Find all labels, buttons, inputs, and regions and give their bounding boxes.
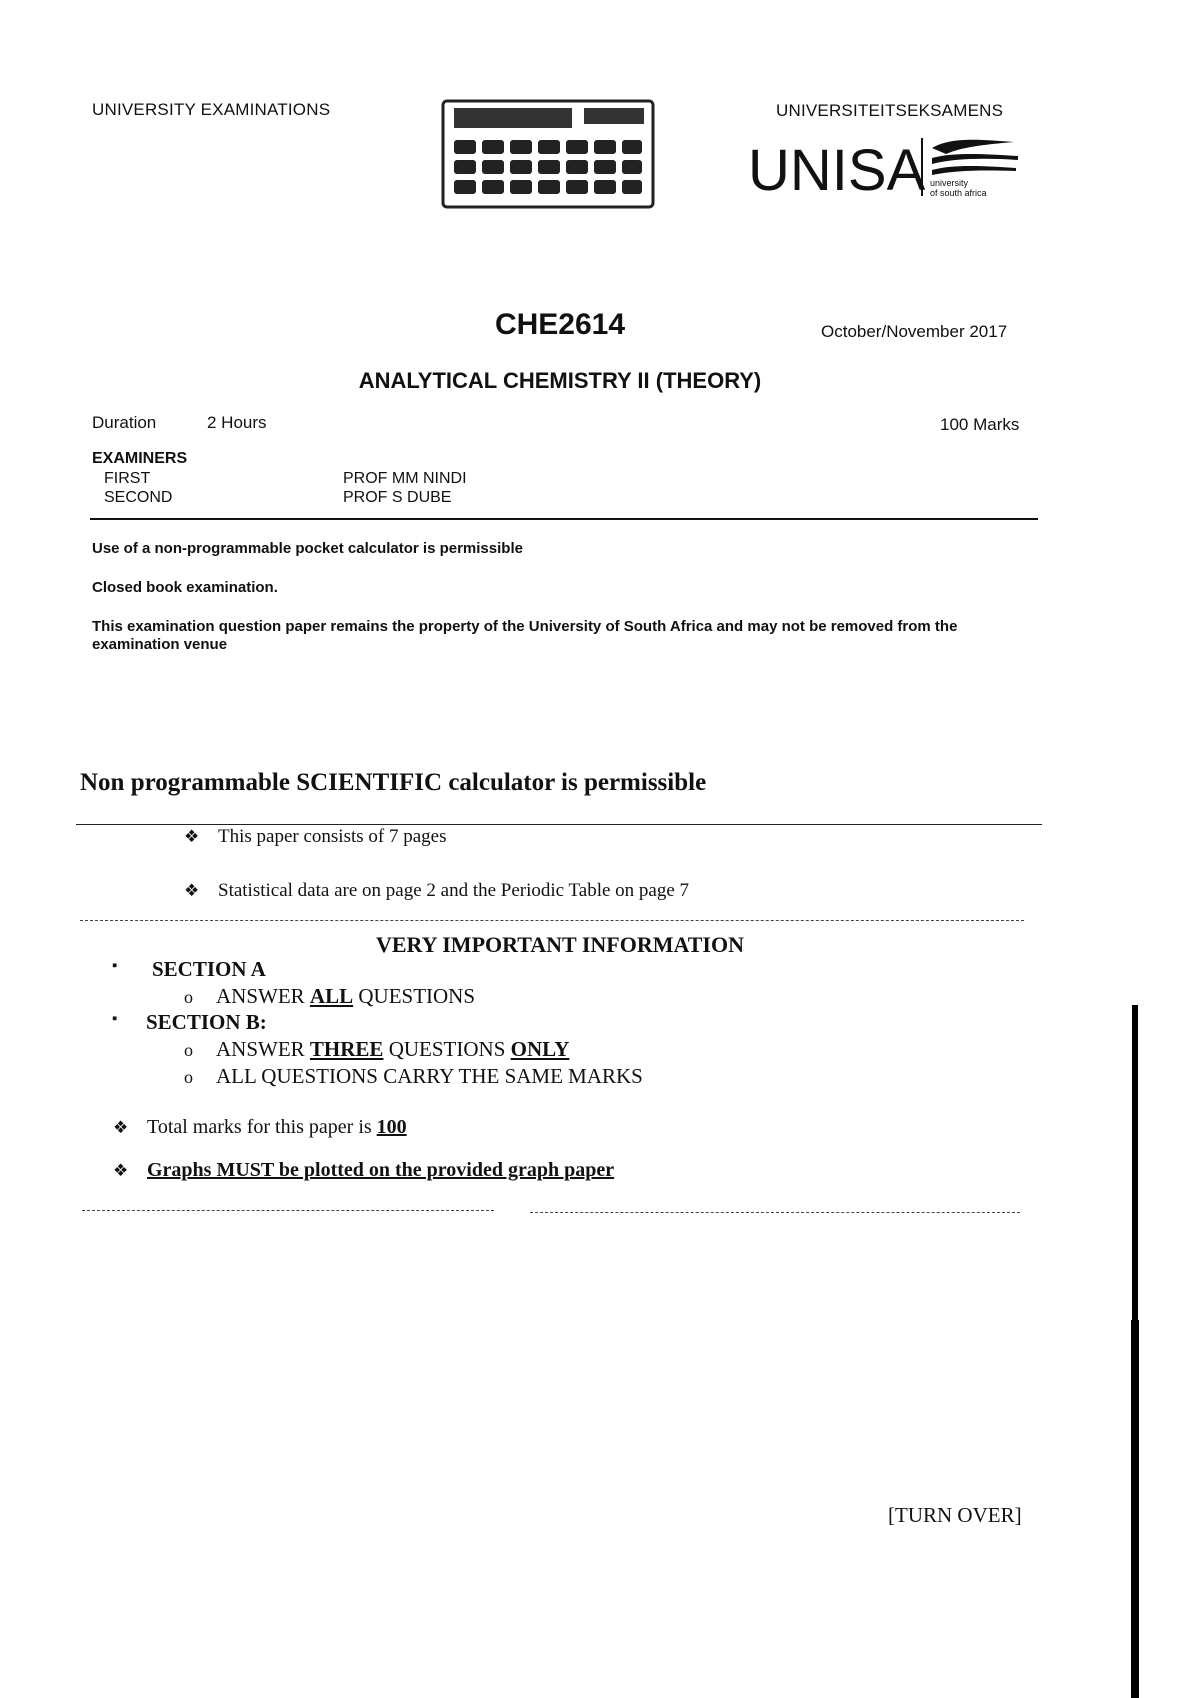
square-bullet-icon: ▪ — [112, 1011, 118, 1027]
duration-value: 2 Hours — [207, 413, 267, 432]
important-heading: VERY IMPORTANT INFORMATION — [376, 932, 744, 957]
dashed-divider — [530, 1212, 1020, 1213]
total-marks-header: 100 Marks — [940, 415, 1020, 434]
list-item: ❖ This paper consists of 7 pages — [184, 826, 447, 847]
first-examiner-label: FIRST — [104, 470, 151, 487]
first-examiner-name: PROF MM NINDI — [343, 470, 467, 487]
total-marks-note: ❖ Total marks for this paper is 100 — [113, 1116, 407, 1138]
section-b-instruction: o ANSWER THREE QUESTIONS ONLY — [184, 1037, 570, 1061]
list-item: ❖ Statistical data are on page 2 and the Periodic Table on page 7 — [184, 880, 690, 901]
circle-bullet-icon: o — [184, 1067, 193, 1087]
scan-edge-bar — [1131, 1320, 1139, 1698]
svg-text:university: university — [930, 178, 969, 188]
unisa-logo — [748, 132, 1024, 204]
header-left-text: UNIVERSITY EXAMINATIONS — [92, 100, 331, 119]
exam-session: October/November 2017 — [821, 322, 1008, 341]
section-b-marks-note: o ALL QUESTIONS CARRY THE SAME MARKS — [184, 1064, 643, 1088]
diamond-bullet-icon: ❖ — [184, 827, 200, 846]
header-right-text: UNIVERSITEITSEKSAMENS — [776, 101, 1004, 120]
diamond-bullet-icon: ❖ — [113, 1161, 129, 1180]
svg-text:UNISA: UNISA — [748, 138, 926, 203]
dashed-divider — [82, 1210, 494, 1211]
calculator-notice: Non programmable SCIENTIFIC calculator is permissible — [80, 769, 707, 796]
second-examiner-label: SECOND — [104, 489, 173, 506]
divider-rule — [76, 824, 1042, 825]
turn-over-label: [TURN OVER] — [888, 1503, 1022, 1527]
duration-label: Duration — [92, 413, 157, 432]
circle-bullet-icon: o — [184, 987, 193, 1007]
calculator-icon — [440, 98, 656, 210]
svg-text:of south africa: of south africa — [930, 188, 987, 198]
section-b-label: SECTION B: — [146, 1010, 267, 1034]
section-a-instruction: o ANSWER ALL QUESTIONS — [184, 984, 476, 1008]
divider-rule — [90, 518, 1038, 520]
instruction-closed-book: Closed book examination. — [92, 579, 278, 596]
course-code: CHE2614 — [494, 308, 626, 341]
instruction-property: This examination question paper remains the property of the University of South Africa and may not be removed from the examination venue — [92, 618, 958, 653]
graphs-note: ❖ Graphs MUST be plotted on the provided graph paper — [113, 1159, 615, 1181]
square-bullet-icon: ▪ — [112, 958, 118, 974]
section-a-label: SECTION A — [152, 957, 266, 981]
circle-bullet-icon: o — [184, 1040, 193, 1060]
examiners-heading: EXAMINERS — [92, 450, 188, 467]
course-title: ANALYTICAL CHEMISTRY II (THEORY) — [358, 368, 762, 393]
diamond-bullet-icon: ❖ — [113, 1118, 129, 1137]
diamond-bullet-icon: ❖ — [184, 881, 200, 900]
dashed-divider — [80, 920, 1024, 921]
second-examiner-name: PROF S DUBE — [343, 489, 452, 506]
instruction-calculator: Use of a non-programmable pocket calculator is permissible — [92, 540, 523, 557]
